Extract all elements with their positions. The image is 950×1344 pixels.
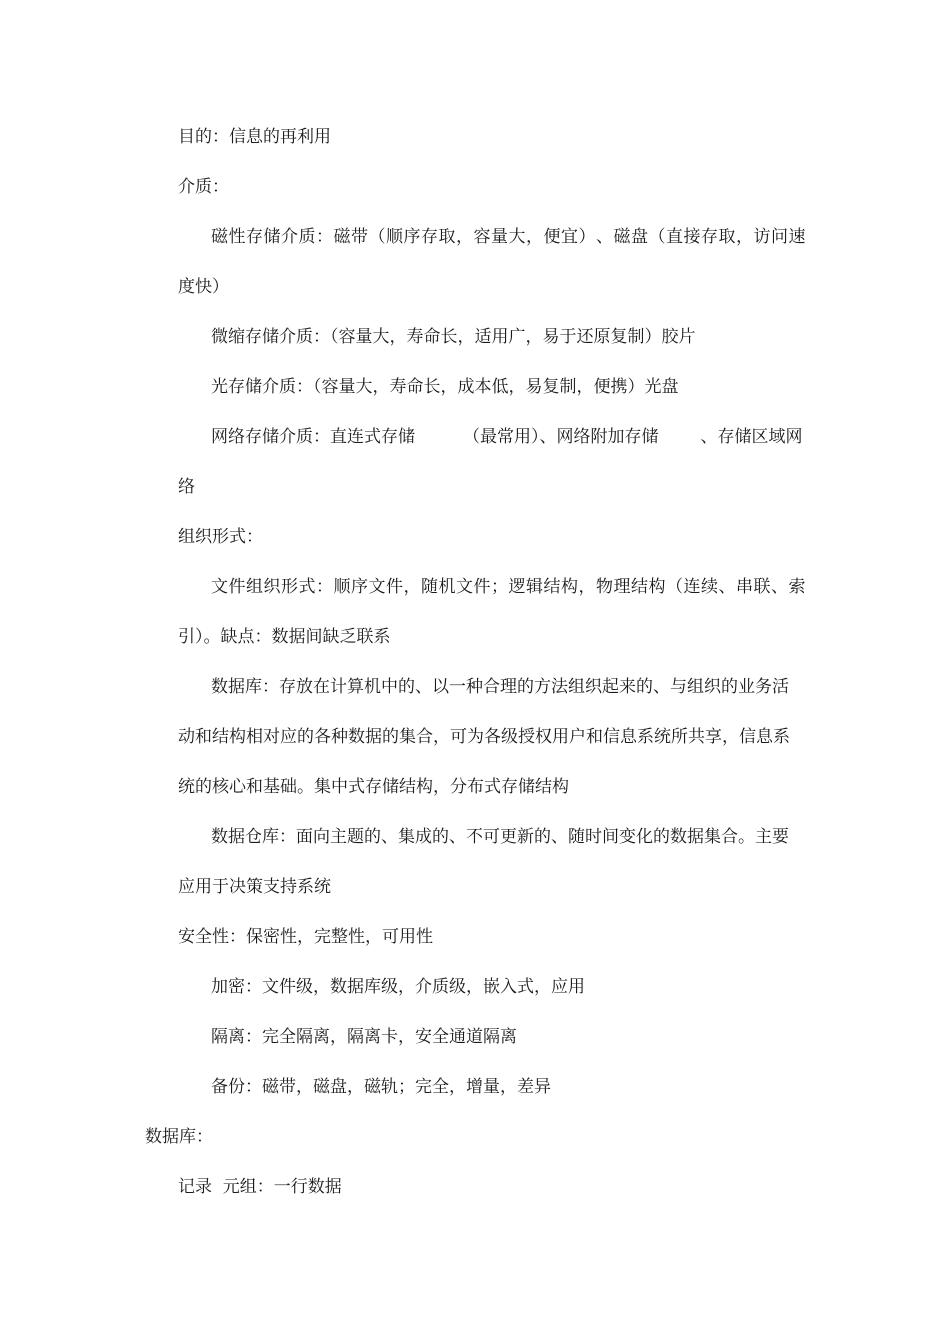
network-media-part-1: 网络存储介质：直连式存储	[211, 427, 415, 447]
network-media-line	[211, 425, 803, 449]
network-media-line-cont: 络	[178, 477, 195, 497]
network-media-part-2: （最常用）、网络附加存储	[463, 427, 659, 447]
backup-line: 备份：磁带，磁盘，磁轨；完全，增量，差异	[211, 1077, 551, 1097]
database-definition-line: 数据库：存放在计算机中的、以一种合理的方法组织起来的、与组织的业务活	[211, 677, 789, 697]
database-definition-line-3: 统的核心和基础。集中式存储结构，分布式存储结构	[178, 777, 569, 797]
encryption-line: 加密：文件级，数据库级，介质级，嵌入式，应用	[211, 977, 585, 997]
isolation-line: 隔离：完全隔离，隔离卡，安全通道隔离	[211, 1027, 517, 1047]
microform-media-line: 微缩存储介质：（容量大，寿命长，适用广，易于还原复制）胶片	[211, 327, 696, 347]
magnetic-media-line-cont: 度快）	[178, 277, 229, 297]
database-heading: 数据库：	[145, 1127, 213, 1147]
file-organization-line	[211, 575, 806, 599]
optical-media-line: 光存储介质：（容量大，寿命长，成本低，易复制，便携）光盘	[211, 377, 679, 397]
magnetic-media-line	[211, 225, 806, 249]
data-warehouse-line: 数据仓库：面向主题的、集成的、不可更新的、随时间变化的数据集合。主要	[211, 827, 789, 847]
file-organization-text: 文 件 组 织 形 式 ： 顺 序 文 件 ， 随 机 文 件 ； 逻 辑 结 构 ， 物 理 结 构 （ 连 续 、 串 联 、 索	[211, 577, 806, 597]
data-warehouse-line-cont: 应用于决策支持系统	[178, 877, 331, 897]
magnetic-media-text: 磁 性 存 储 介 质 ： 磁 带 （ 顺 序 存 取 ， 容 量 大 ， 便 宜 ） 、 磁 盘 （ 直 接 存 取 ， 访 问 速	[211, 227, 806, 247]
file-organization-line-cont: 引）。缺点：数据间缺乏联系	[178, 627, 391, 647]
organization-heading: 组织形式：	[178, 527, 263, 547]
media-heading: 介质：	[178, 177, 229, 197]
database-definition-line-2: 动和结构相对应的各种数据的集合，可为各级授权用户和信息系统所共享，信息系	[178, 727, 790, 747]
record-tuple-line: 记录 元组：一行数据	[178, 1177, 342, 1197]
purpose-line: 目的：信息的再利用	[178, 127, 331, 147]
network-media-part-3: 、存储区域网	[700, 427, 803, 447]
security-heading: 安全性：保密性，完整性，可用性	[178, 927, 433, 947]
